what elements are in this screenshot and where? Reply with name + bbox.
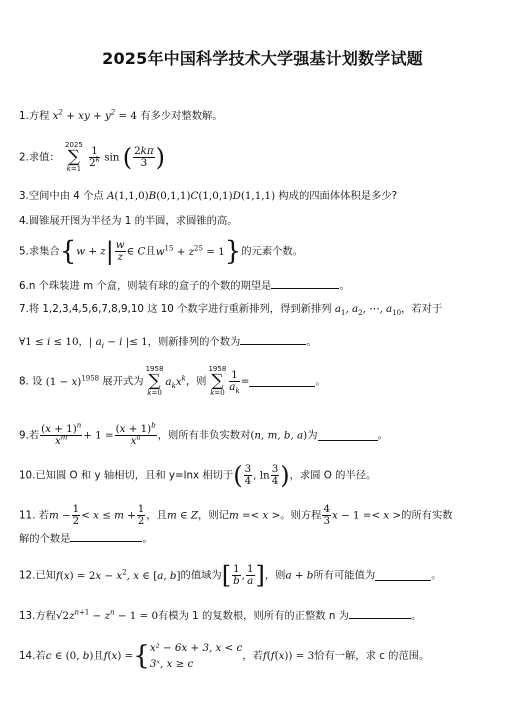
q5-fraction: $\frac{w}{z}$ [115,239,125,263]
q7-sequence: $a_1$, $a_2$, ⋯, $a_{10}$ [334,303,402,318]
question-4 [19,214,511,228]
q9-blank [318,430,378,441]
q9-fraction-2: $\frac{(x + 1)^b}{x^a}$ [115,421,156,447]
q14-suffix: 恰有一解，求 c 的范围。 [314,650,430,662]
q13-equation: $√2z^{n+1} - z^n - 1 = 0$ [55,608,158,622]
q7-text: 7.将 1,2,3,4,5,6,7,8,9,10 这 10 个数字进行重新排列，得到新排列 [19,303,332,315]
q8-fraction: $\frac{1}{a_k}$ [229,369,240,396]
q3-prefix: 3.空间中由 4 个点 [19,190,104,202]
q2-sum-symbol: 2025 ∑ k=1 [65,141,83,173]
q1-suffix: 有多少对整数解。 [140,110,223,122]
q5-suffix: 的元素个数。 [241,245,304,258]
question-6: 6.n 个珠装进 m 个盒，则装有球的盒子的个数的期望是 。 [19,280,350,292]
question-11-line-2: 解的个数是 。 [19,533,153,545]
page-title: 2025年中国科学技术大学强基计划数学试题 [102,49,423,68]
q12-prefix: 12.已知 [19,569,56,582]
q5-condition: $w^{15} + z^{25} = 1$ [155,244,225,258]
q6-blank [271,278,339,289]
q10-y-value: $\frac{3}{4}$ [271,463,279,487]
question-1 [19,109,511,123]
q2-arg: $\frac{2k\pi}{3}$ [134,145,154,169]
question-5: 5.求集合{w + z| $\frac{w}{z}$ ∈ C且$w^{15} + z^{25} = 1$}的元素个数。 [19,236,304,267]
q14-piecewise: x² − 6x + 3, x < c 3ˣ, x ≥ c [149,642,243,670]
q6-text: 6.n 个珠装进 m 个盒，则装有球的盒子的个数的期望是 [19,280,272,292]
q1-equation: $x^2$ + xy + $y^2 = 4$ [52,108,137,122]
q7-blank [240,334,306,345]
question-10: 10.已知圆 O 和 y 轴相切，且和 y=lnx 相切于( $\frac{3}{4}$ , ln $\frac{3}{4}$ )，求圆 O 的半径。 [19,461,377,490]
q12-blank [375,570,431,581]
q7-condition: ∀1 ≤ i ≤ 10 [19,336,79,348]
q10-suffix: ，求圆 O 的半径。 [289,469,377,482]
q8-sum-2: 1958 ∑ k=0 [208,365,227,397]
q5-prefix: 5.求集合 [19,245,60,258]
q8-sum-1: 1958 ∑ k=0 [145,365,164,397]
question-11-line-1: 11. 若m − $\frac{1}{2}$ < x ≤ m + $\frac{1}{2}$ ，且m ∈ Z，则记m =< x >。则方程 $\frac{4}{3}$ x − 1 =< x >的所有实数 [19,503,453,527]
question-3 [19,189,511,203]
q13-prefix: 13.方程 [19,610,56,622]
q10-prefix: 10.已知圆 O 和 y 轴相切，且和 y=lnx 相切于 [19,469,234,482]
q2-sin: sin [104,151,120,164]
q10-x-value: $\frac{3}{4}$ [244,463,252,487]
q3-points: A(1,1,0)B(0,1,1)C(1,0,1)D(1,1,1) [106,190,276,202]
q8-prefix: 8. 设 [19,375,43,388]
q9-prefix: 9.若 [19,429,40,442]
q2-fraction: $\frac{1}{2^k}$ [89,145,100,169]
question-13: 13.方程$√2z^{n+1} - z^n - 1 = 0$有模为 1 的复数根，则所有的正整数 n 为 。 [19,608,422,622]
q3-suffix: 构成的四面体体积是多少? [278,190,398,202]
question-9: 9.若 $\frac{(x + 1)^n}{x^m}$ + 1 = $\frac{(x + 1)^b}{x^a}$ ，则所有非负实数对(n, m, b, a)为 。 [19,421,388,447]
q8-binomial: $(1 - x)^{1958}$ [45,374,100,388]
q4-text: 4.圆锥展开图为半径为 1 的半圆，求圆锥的高。 [19,215,238,227]
question-14: 14.若c ∈ (0, b)且f(x) ={ x² − 6x + 3, x < c 3ˣ, x ≥ c ，若f(f(x)) = 3恰有一解，求 c 的范围。 [19,641,430,671]
q11-blank [70,531,142,542]
q12-function: $f(x) = 2x - x^2$, x ∈ [a, b] [55,568,181,582]
q13-blank [349,608,411,619]
question-12: 12.已知$f(x) = 2x - x^2$, x ∈ [a, b]的值域为[ $\frac{1}{b}$ , $\frac{1}{a}$ ]，则a + b所有可能值为 。 [19,561,442,590]
q8-blank [249,376,315,387]
q1-prefix: 1.方程 [19,110,50,122]
q7-abs-condition: | $a_i - i$ |≤ 1 [88,336,148,351]
question-8: 8. 设 $(1 - x)^{1958}$ 展开式为 1958 ∑ k=0 $a_kx^k$，则 1958 ∑ k=0 $\frac{1}{a_k}$ = 。 [19,365,326,397]
question-2: 2.求值： 2025 ∑ k=1 $\frac{1}{2^k}$ sin ( $\frac{2k\pi}{3}$ ) [19,141,166,173]
q2-prefix: 2.求值： [19,151,60,164]
q9-fraction-1: $\frac{(x + 1)^n}{x^m}$ [41,421,82,447]
q9-tuple: (n, m, b, a) [250,429,308,442]
q14-prefix: 14.若 [19,650,46,662]
question-7-line-2: ∀1 ≤ i ≤ 10，| $a_i - i$ |≤ 1，则新排列的个数为 。 [19,336,317,351]
question-7-line-1: 7.将 1,2,3,4,5,6,7,8,9,10 这 10 个数字进行重新排列，得到新排列 $a_1$, $a_2$, ⋯, $a_{10}$，若对于 [19,303,443,318]
